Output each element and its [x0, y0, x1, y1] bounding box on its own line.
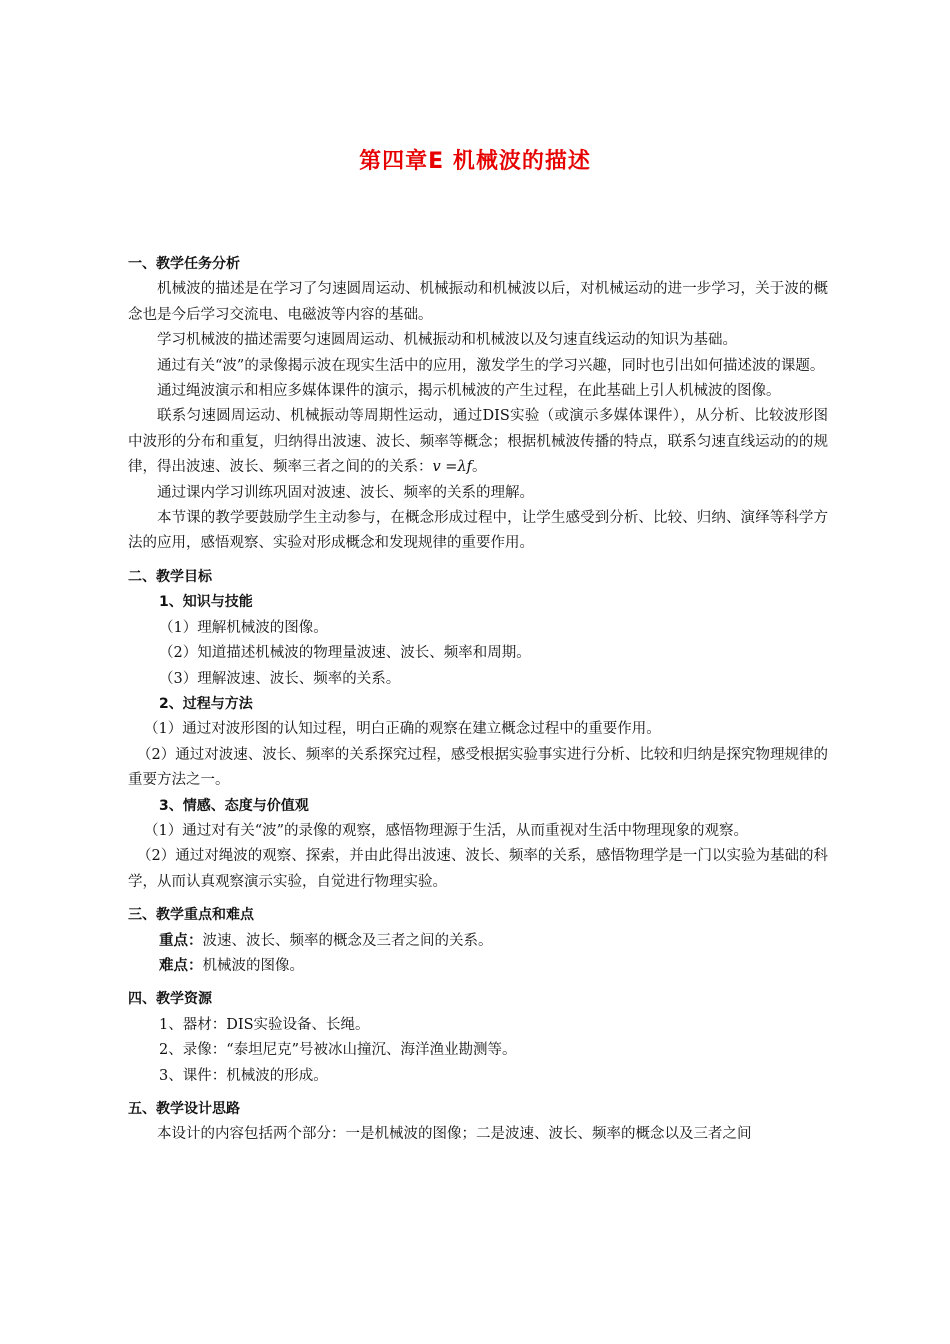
- list-item: 3、课件：机械波的形成。: [159, 1067, 328, 1084]
- list-item: （1）理解机械波的图像。: [159, 619, 328, 636]
- paragraph-text: 联系匀速圆周运动、机械振动等周期性运动，通过DIS实验（或演示多媒体课件），从分析、比较波形图中波形的分布和重复，归纳得出波速、波长、频率等概念；根据机械波传播的特点，联系匀速直线运动的的规律，得出波速、波长、频率三者之间的的关系：: [128, 408, 828, 476]
- subheading: 1、知识与技能: [159, 594, 253, 611]
- document-body: [128, 252, 828, 1148]
- list-item: 1、器材：DIS实验设备、长绳。: [159, 1016, 370, 1033]
- paragraph: 机械波的描述是在学习了匀速圆周运动、机械振动和机械波以后，对机械运动的进一步学习，关于波的概念也是今后学习交流电、电磁波等内容的基础。: [128, 281, 828, 323]
- section-heading-3: 三、教学重点和难点: [128, 907, 254, 924]
- paragraph: 本设计的内容包括两个部分：一是机械波的图像；二是波速、波长、频率的概念以及三者之间: [157, 1126, 752, 1143]
- paragraph: 通过有关“波”的录像揭示波在现实生活中的应用，激发学生的学习兴趣，同时也引出如何描述波的课题。: [157, 357, 825, 374]
- section-heading-2: 二、教学目标: [128, 568, 212, 585]
- key-text: 波速、波长、频率的概念及三者之间的关系。: [202, 932, 493, 949]
- subheading: 2、过程与方法: [159, 695, 253, 712]
- subheading: 3、情感、态度与价值观: [159, 797, 309, 814]
- paragraph: 通过课内学习训练巩固对波速、波长、频率的关系的理解。: [157, 484, 534, 501]
- list-item: （1）通过对有关“波”的录像的观察，感悟物理源于生活，从而重视对生活中物理现象的观察。: [144, 822, 749, 839]
- section-heading-5: 五、教学设计思路: [128, 1101, 240, 1117]
- paragraph: 本节课的教学要鼓励学生主动参与，在概念形成过程中，让学生感受到分析、比较、归纳、演绎等科学方法的应用，感悟观察、实验对形成概念和发现规律的重要作用。: [128, 510, 828, 552]
- list-item: （1）通过对波形图的认知过程，明白正确的观察在建立概念过程中的重要作用。: [144, 721, 661, 738]
- paragraph: 学习机械波的描述需要匀速圆周运动、机械振动和机械波以及匀速直线运动的知识为基础。: [157, 332, 737, 349]
- section-heading-1: 一、教学任务分析: [128, 256, 240, 272]
- list-item: 2、录像：“泰坦尼克”号被冰山撞沉、海洋渔业勘测等。: [159, 1042, 517, 1059]
- list-item: （3）理解波速、波长、频率的关系。: [159, 670, 401, 687]
- paragraph-end: 。: [472, 459, 487, 476]
- paragraph: [128, 404, 828, 480]
- formula: v =λf: [432, 459, 473, 476]
- list-item: （2）知道描述机械波的物理量波速、波长、频率和周期。: [159, 645, 531, 662]
- list-item: （2）通过对波速、波长、频率的关系探究过程，感受根据实验事实进行分析、比较和归纳是探究物理规律的重要方法之一。: [128, 746, 828, 789]
- page-title: 第四章E 机械波的描述: [359, 149, 591, 174]
- difficulty-point: [128, 954, 828, 979]
- key-point: [128, 929, 828, 954]
- paragraph: 通过绳波演示和相应多媒体课件的演示，揭示机械波的产生过程，在此基础上引人机械波的图像。: [157, 383, 781, 400]
- difficulty-label: 难点：: [159, 957, 203, 974]
- section-heading-4: 四、教学资源: [128, 991, 212, 1008]
- difficulty-text: 机械波的图像。: [202, 957, 304, 974]
- list-item: （2）通过对绳波的观察、探索，并由此得出波速、波长、频率的关系，感悟物理学是一门以实验为基础的科学，从而认真观察演示实验，自觉进行物理实验。: [128, 848, 828, 890]
- key-label: 重点：: [159, 932, 203, 949]
